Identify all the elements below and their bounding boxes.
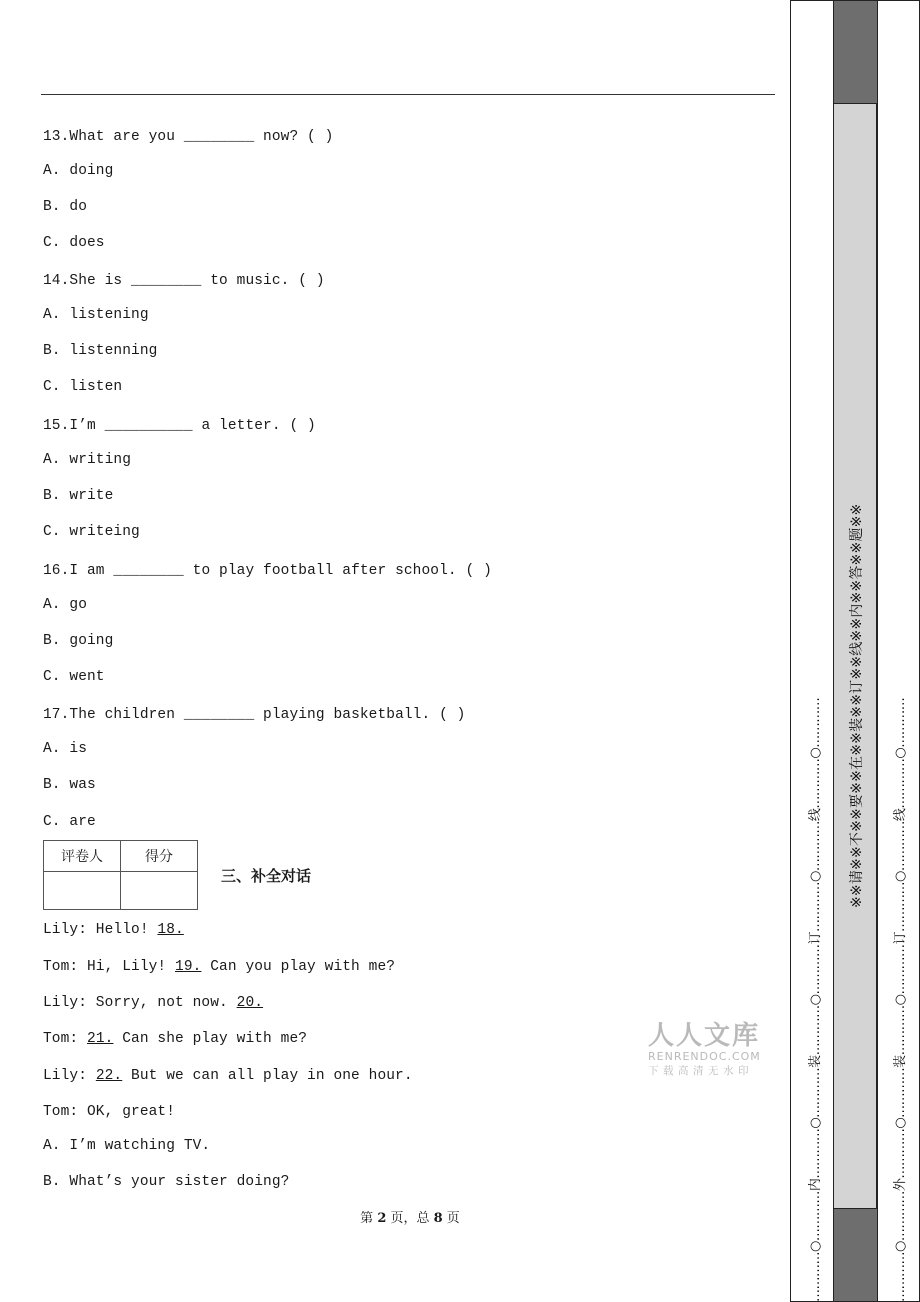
question-15: 15.I’m __________ a letter. ( )	[43, 418, 316, 434]
option-c: C. writeing	[43, 524, 140, 540]
watermark-url: RENRENDOC.COM	[648, 1050, 761, 1063]
watermark	[648, 1015, 761, 1078]
binding-warning-text: ※※请※※不※※要※※在※※装※※订※※线※※内※※答※※题※※	[849, 503, 865, 908]
blank-number: 18.	[157, 922, 184, 938]
option-a: A. listening	[43, 307, 149, 323]
option-b: B. going	[43, 633, 114, 649]
answer-blank: ________	[131, 273, 202, 289]
grader-cell[interactable]	[44, 872, 121, 910]
answer-blank: ________	[113, 563, 184, 579]
option-c: C. went	[43, 669, 105, 685]
option-b: B. listenning	[43, 343, 158, 359]
question-14: 14.She is ________ to music. ( )	[43, 273, 325, 289]
dialogue-line: Tom: Hi, Lily! 19. Can you play with me?	[43, 959, 396, 975]
inner-cut-line: …………○…………内…………○…………装…………○…………订…………○…………线…………○…………	[808, 697, 823, 1302]
section-title: 三、补全对话	[221, 867, 312, 885]
option-b: B. write	[43, 488, 114, 504]
blank-number: 21.	[87, 1031, 114, 1047]
option-b: B. do	[43, 199, 88, 215]
watermark-logo: 人人文库	[648, 1021, 761, 1051]
question-16: 16.I am ________ to play football after school. ( )	[43, 563, 492, 579]
option-c: C. listen	[43, 379, 123, 395]
score-table	[43, 840, 198, 910]
option-a: A. go	[43, 597, 88, 613]
page-total: 8	[433, 1211, 443, 1226]
blank-number: 20.	[236, 995, 264, 1011]
binding-dark-block-bottom	[833, 1208, 878, 1302]
answer-blank: ________	[183, 707, 255, 723]
dialogue-line: Lily: 22. But we can all play in one hour.	[43, 1068, 413, 1084]
grader-header: 评卷人	[44, 841, 121, 872]
answer-blank: ________	[183, 129, 255, 145]
answer-option-b: B. What’s your sister doing?	[43, 1174, 290, 1190]
score-cell[interactable]	[121, 872, 198, 910]
binding-dark-block-top	[833, 0, 878, 104]
outer-cut-line: …………○…………外…………○…………装…………○…………订…………○…………线…………○…………	[893, 697, 908, 1302]
option-a: A. is	[43, 741, 88, 757]
page-footer: 第 2 页，总 8 页	[360, 1211, 460, 1226]
option-c: C. does	[43, 235, 105, 251]
option-a: A. doing	[43, 163, 114, 179]
answer-blank: __________	[104, 418, 193, 434]
answer-option-a: A. I’m watching TV.	[43, 1138, 211, 1154]
option-c: C. are	[43, 814, 96, 830]
option-a: A. writing	[43, 452, 132, 468]
dialogue-line: Tom: OK, great!	[43, 1104, 176, 1120]
question-17: 17.The children ________ playing basketball. ( )	[43, 707, 466, 723]
page-number: 2	[377, 1211, 387, 1226]
question-13: 13.What are you ________ now? ( )	[43, 129, 334, 145]
blank-number: 22.	[95, 1068, 123, 1084]
option-b: B. was	[43, 777, 96, 793]
dialogue-line: Tom: 21. Can she play with me?	[43, 1031, 308, 1047]
blank-number: 19.	[175, 959, 202, 975]
dialogue-line: Lily: Hello! 18.	[43, 922, 184, 938]
header-rule	[41, 94, 775, 95]
score-header: 得分	[121, 841, 198, 872]
dialogue-line: Lily: Sorry, not now. 20.	[43, 995, 264, 1011]
watermark-subtitle: 下载高清无水印	[648, 1065, 753, 1077]
